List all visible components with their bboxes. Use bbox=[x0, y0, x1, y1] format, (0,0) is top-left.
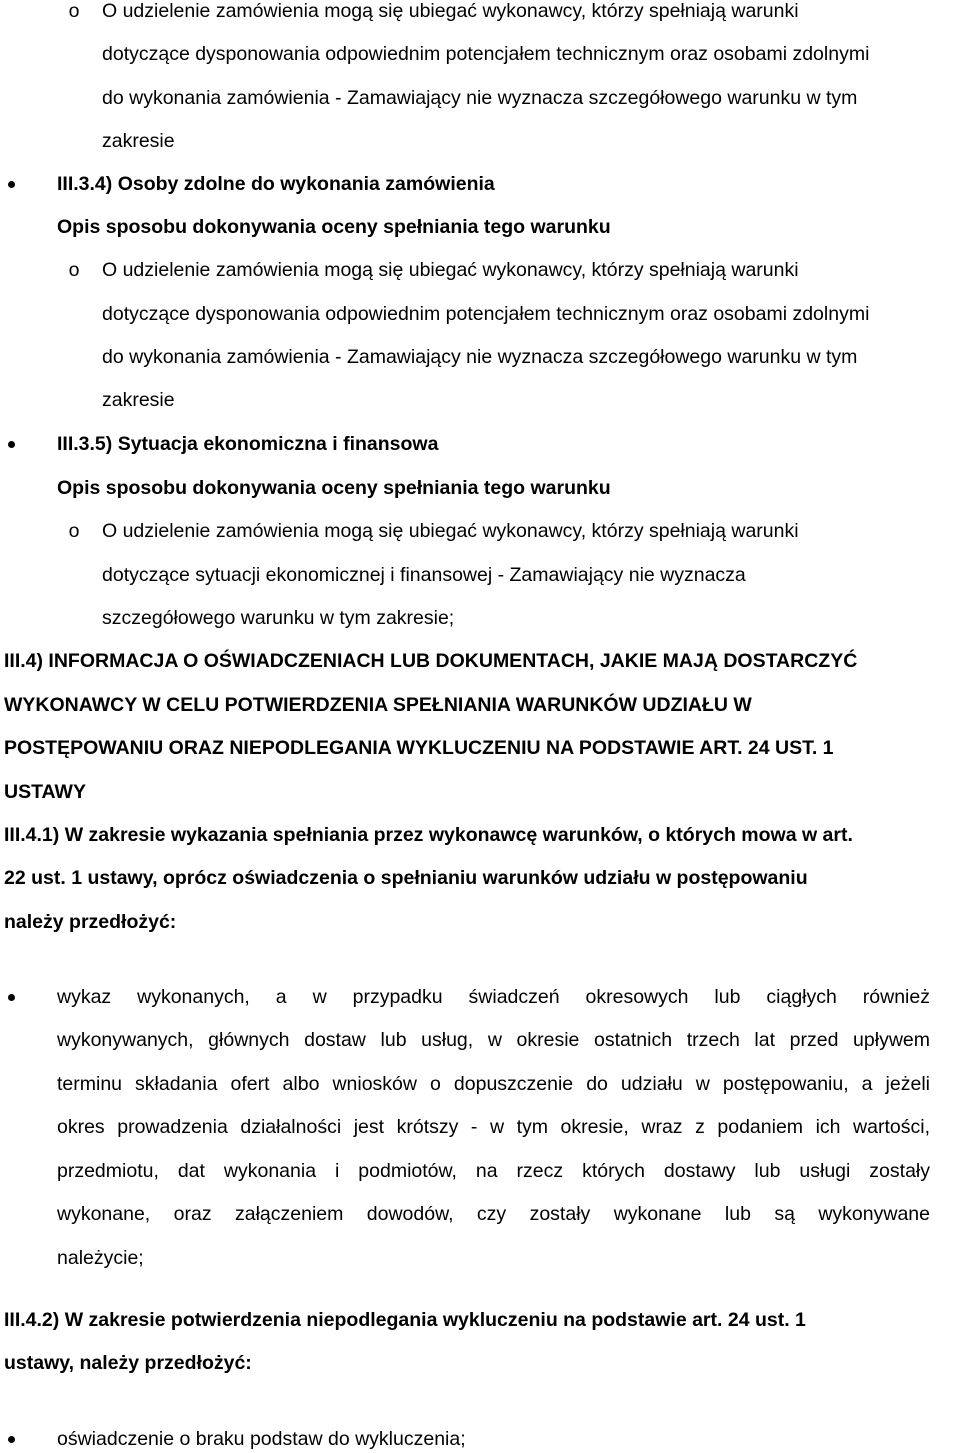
circle-bullet-icon: o bbox=[68, 520, 80, 542]
heading-line: III.4.1) W zakresie wykazania spełniania przez wykonawcę warunków, o których mowa w art. bbox=[4, 824, 853, 846]
bullet-icon bbox=[8, 994, 15, 1001]
bullet-icon bbox=[8, 1436, 15, 1443]
list-item-line: wykaz wykonanych, a w przypadku świadczeń okresowych lub ciągłych również bbox=[57, 986, 930, 1008]
list-item-line: terminu składania ofert albo wniosków o dopuszczenie do udziału w postępowaniu, a jeżeli bbox=[57, 1073, 930, 1095]
heading-line: ustawy, należy przedłożyć: bbox=[4, 1352, 252, 1374]
circle-bullet-icon: o bbox=[68, 259, 80, 281]
heading-line: USTAWY bbox=[4, 781, 86, 803]
text-line: O udzielenie zamówienia mogą się ubiegać wykonawcy, którzy spełniają warunki bbox=[102, 0, 799, 22]
list-item-line: przedmiotu, dat wykonania i podmiotów, na rzecz których dostawy lub usługi zostały bbox=[57, 1160, 930, 1182]
text-line: O udzielenie zamówienia mogą się ubiegać wykonawcy, którzy spełniają warunki bbox=[102, 259, 799, 281]
list-item-line: wykonywanych, głównych dostaw lub usług, w okresie ostatnich trzech lat przed upływem bbox=[57, 1029, 930, 1051]
section-subheading: Opis sposobu dokonywania oceny spełniania tego warunku bbox=[57, 477, 611, 499]
heading-line: należy przedłożyć: bbox=[4, 911, 177, 933]
heading-line: POSTĘPOWANIU ORAZ NIEPODLEGANIA WYKLUCZENIU NA PODSTAWIE ART. 24 UST. 1 bbox=[4, 737, 834, 759]
list-item-line: należycie; bbox=[57, 1247, 144, 1269]
heading-line: 22 ust. 1 ustawy, oprócz oświadczenia o spełnianiu warunków udziału w postępowaniu bbox=[4, 867, 808, 889]
text-line: do wykonania zamówienia - Zamawiający nie wyznacza szczegółowego warunku w tym bbox=[102, 87, 858, 109]
text-line: dotyczące dysponowania odpowiednim potencjałem technicznym oraz osobami zdolnymi bbox=[102, 303, 870, 325]
text-line: zakresie bbox=[102, 130, 175, 152]
text-line: zakresie bbox=[102, 389, 175, 411]
list-item: oświadczenie o braku podstaw do wykluczenia; bbox=[57, 1428, 466, 1450]
text-line: O udzielenie zamówienia mogą się ubiegać wykonawcy, którzy spełniają warunki bbox=[102, 520, 799, 542]
text-line: dotyczące dysponowania odpowiednim potencjałem technicznym oraz osobami zdolnymi bbox=[102, 43, 870, 65]
section-heading: III.3.5) Sytuacja ekonomiczna i finansowa bbox=[57, 433, 439, 455]
heading-line: WYKONAWCY W CELU POTWIERDZENIA SPEŁNIANIA WARUNKÓW UDZIAŁU W bbox=[4, 694, 752, 716]
heading-line: III.4) INFORMACJA O OŚWIADCZENIACH LUB DOKUMENTACH, JAKIE MAJĄ DOSTARCZYĆ bbox=[4, 650, 858, 672]
text-line: do wykonania zamówienia - Zamawiający nie wyznacza szczegółowego warunku w tym bbox=[102, 346, 858, 368]
text-line: szczegółowego warunku w tym zakresie; bbox=[102, 607, 455, 629]
section-subheading: Opis sposobu dokonywania oceny spełniania tego warunku bbox=[57, 216, 611, 238]
section-heading: III.3.4) Osoby zdolne do wykonania zamówienia bbox=[57, 173, 495, 195]
text-line: dotyczące sytuacji ekonomicznej i finansowej - Zamawiający nie wyznacza bbox=[102, 564, 746, 586]
list-item-line: okres prowadzenia działalności jest krótszy - w tym okresie, wraz z podaniem ich wartości, bbox=[57, 1116, 930, 1138]
bullet-icon bbox=[8, 181, 15, 188]
heading-line: III.4.2) W zakresie potwierdzenia niepodlegania wykluczeniu na podstawie art. 24 ust. 1 bbox=[4, 1309, 806, 1331]
circle-bullet-icon: o bbox=[68, 0, 80, 22]
list-item-line: wykonane, oraz załączeniem dowodów, czy zostały wykonane lub są wykonywane bbox=[57, 1203, 930, 1225]
bullet-icon bbox=[8, 441, 15, 448]
